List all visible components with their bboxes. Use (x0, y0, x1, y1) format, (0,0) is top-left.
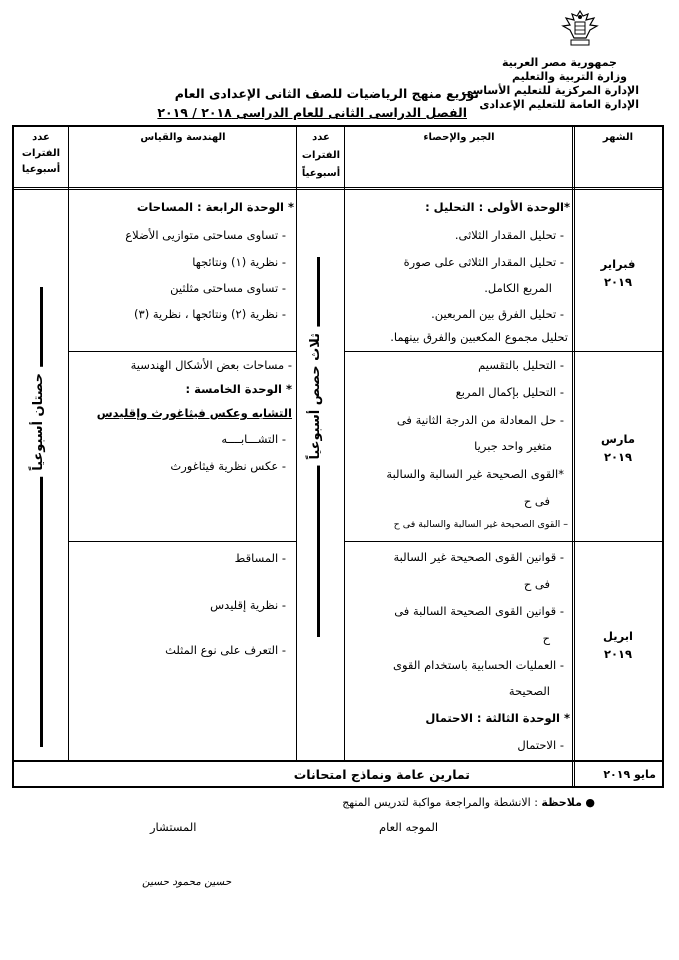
list-item: - التحليل بإكمال المربع (455, 385, 564, 399)
periods-geometry-bar (40, 287, 43, 747)
list-item: - تحليل المقدار الثلاثى على صورة (403, 255, 564, 269)
note-line (342, 796, 595, 809)
header-geometry: الهندسة والقياس (140, 132, 226, 143)
list-item: - قوانين القوى الصحيحة السالبة فى (394, 604, 564, 618)
col-divider-algebra (344, 127, 345, 760)
page-subtitle: الفصل الدراسى الثانى للعام الدراسى ٢٠١٨ / ٢٠١٩ (157, 105, 467, 120)
list-item: المربع الكامل. (484, 281, 552, 295)
month-year: ٢٠١٩ (603, 450, 633, 465)
month-february (576, 255, 660, 292)
list-item: التشابه وعكس فيثاغورث وإقليدس (96, 406, 292, 420)
page-title: توزيع منهج الرياضيات للصف الثانى الإعدادى العام (174, 86, 479, 101)
list-item: * الوحدة الخامسة : (185, 382, 292, 396)
row-divider-apr (14, 760, 662, 762)
list-item: متغير واحد جبريا (474, 439, 552, 453)
header-periods-geometry-2: الفترات (21, 148, 61, 159)
list-item: تحليل مجموع المكعبين والفرق بينهما. (390, 330, 568, 344)
list-item: فى ح (523, 494, 550, 508)
list-item: - تحليل المقدار الثلاثى. (454, 228, 564, 242)
bullet-icon: ● (585, 796, 595, 809)
list-item: - نظرية إقليدس (210, 598, 286, 612)
month-name: فبراير (600, 257, 636, 271)
row-divider-header (14, 187, 662, 190)
list-item: * الوحدة الثالثة : الاحتمال (425, 711, 570, 725)
ministry-line-2: وزارة التربية والتعليم (512, 70, 627, 83)
list-item: *القوى الصحيحة غير السالبة والسالبة (386, 467, 564, 481)
header-periods-geometry-1: عدد (32, 132, 50, 143)
list-item: - حل المعادلة من الدرجة الثانية فى (396, 413, 564, 427)
advisor-label: المستشار (150, 820, 197, 834)
col-divider-month (572, 127, 575, 786)
note-text: : الانشطة والمراجعة مواكبة لتدريس المنهج (342, 796, 542, 809)
month-may: مايو ٢٠١٩ (603, 768, 656, 781)
month-name: ابريل (603, 629, 633, 643)
ministry-line-4: الإدارة العامة للتعليم الإعدادى (479, 98, 639, 111)
header-periods-geometry-3: أسبوعيا (21, 164, 61, 175)
signature-name: حسين محمود حسين (142, 876, 232, 888)
list-item: - التحليل بالتقسيم (478, 358, 564, 372)
month-name: مارس (601, 432, 635, 446)
egypt-eagle-emblem-icon (560, 8, 600, 54)
list-item: الصحيحة (508, 684, 550, 698)
ministry-line-1: جمهورية مصر العربية (502, 56, 617, 69)
list-item: ح (542, 631, 550, 645)
row-divider-mar-geo (68, 541, 296, 542)
month-year: ٢٠١٩ (603, 275, 633, 290)
header-periods-algebra-3: أسبوعياً (301, 168, 341, 179)
periods-geometry-label: حصتان أسبوعياً (31, 367, 46, 477)
list-item: - نظرية (١) ونتائجها (192, 255, 286, 269)
row-divider-feb-geo (68, 351, 296, 352)
col-divider-geometry (68, 127, 69, 760)
list-item: - العمليات الحسابية باستخدام القوى (392, 658, 564, 672)
supervisor-label: الموجه العام (379, 820, 439, 834)
row-divider-mar (344, 541, 662, 542)
list-item: - تساوى مساحتى متوازيى الأضلاع (125, 228, 286, 242)
list-item: فى ح (523, 577, 550, 591)
list-item: - قوانين القوى الصحيحة غير السالبة (393, 550, 564, 564)
list-item: - تحليل الفرق بين المربعين. (431, 307, 564, 321)
list-item: - الاحتمال (517, 738, 564, 752)
month-april (576, 627, 660, 664)
header-periods-algebra-1: عدد (312, 132, 330, 143)
list-item: - مساحات بعض الأشكال الهندسية (130, 358, 292, 372)
month-march (576, 430, 660, 467)
note-label: ملاحظة (541, 796, 582, 809)
periods-algebra-label: ثلاث حصص أسبوعياً (308, 327, 323, 466)
col-divider-periods-a (296, 127, 297, 760)
list-item: - التعرف على نوع المثلث (165, 643, 286, 657)
list-item: – القوى الصحيحة غير السالبة والسالبة فى ح (393, 519, 568, 530)
row-divider-feb (344, 351, 662, 352)
list-item: - عكس نظرية فيثاغورث (170, 459, 286, 473)
header-algebra: الجبر والإحصاء (423, 132, 495, 143)
month-year: ٢٠١٩ (603, 647, 633, 662)
list-item: - المساقط (234, 551, 286, 565)
header-periods-algebra-2: الفترات (301, 150, 341, 161)
may-content: تمارين عامة ونماذج امتحانات (293, 767, 470, 782)
header-month: الشهر (602, 132, 634, 143)
ministry-line-3: الإدارة المركزية للتعليم الأساسى (461, 84, 639, 97)
list-item: - نظرية (٢) ونتائجها ، نظرية (٣) (134, 307, 286, 321)
list-item: - التشـــابــــه (221, 432, 286, 446)
list-item: - تساوى مساحتى مثلثين (170, 281, 286, 295)
list-item: *الوحدة الأولى : التحليل : (425, 200, 570, 214)
list-item: * الوحدة الرابعة : المساحات (136, 200, 294, 214)
curriculum-table (12, 125, 664, 788)
